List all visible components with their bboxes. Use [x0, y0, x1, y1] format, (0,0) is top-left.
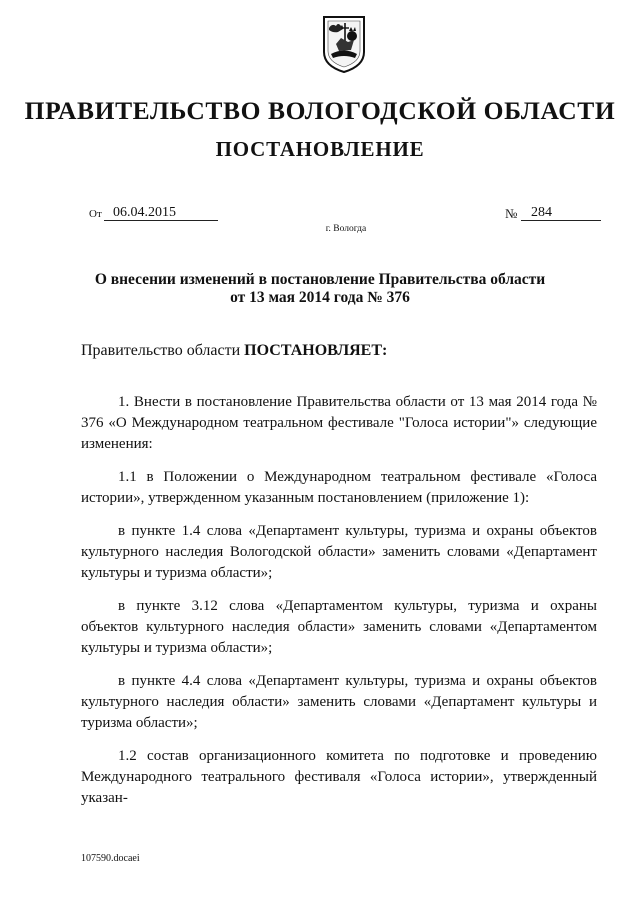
city-label: г. Вологда — [325, 224, 367, 234]
paragraph: в пункте 1.4 слова «Департамент культуры, туризма и охраны объектов культурного наследия Вологодской области» заменить словами «Департамент культуры и туризма области»; — [81, 523, 597, 581]
document-number: 284 — [521, 205, 601, 221]
date-prefix: От — [89, 208, 102, 220]
document-type: ПОСТАНОВЛЕНИЕ — [215, 137, 425, 161]
document-subject — [0, 271, 640, 307]
paragraph: 1.2 состав организационного комитета по подготовке и проведению Международного театрального фестиваля «Голоса истории», утвержденный указан- — [81, 748, 597, 806]
paragraph: в пункте 4.4 слова «Департамент культуры, туризма и охраны объектов культурного наследия области» заменить словами «Департамент культуры и туризма области»; — [81, 673, 597, 731]
file-name: 107590.docaei — [81, 853, 140, 864]
coat-of-arms-icon — [321, 14, 367, 74]
document-date: 06.04.2015 — [104, 205, 218, 221]
preamble — [81, 342, 387, 360]
paragraph: 1.1 в Положении о Международном театральном фестивале «Голоса истории», утвержденном указанным постановлением (приложение 1): — [81, 469, 597, 506]
number-prefix: № — [505, 206, 518, 221]
paragraph: в пункте 3.12 слова «Департаментом культуры, туризма и охраны объектов культурного наследия области» заменить словами «Департаментом культуры и туризма области»; — [81, 598, 597, 656]
government-title: ПРАВИТЕЛЬСТВО ВОЛОГОДСКОЙ ОБЛАСТИ — [24, 96, 616, 125]
preamble-bold: ПОСТАНОВЛЯЕТ: — [244, 342, 388, 359]
subject-line-1: О внесении изменений в постановление Правительства области — [94, 271, 546, 288]
preamble-text: Правительство области — [81, 342, 245, 359]
document-body — [81, 392, 597, 821]
paragraph: 1. Внести в постановление Правительства области от 13 мая 2014 года № 376 «О Международном театральном фестивале "Голоса истории"» следующие изменения: — [81, 394, 597, 452]
subject-line-2: от 13 мая 2014 года № 376 — [230, 289, 410, 306]
